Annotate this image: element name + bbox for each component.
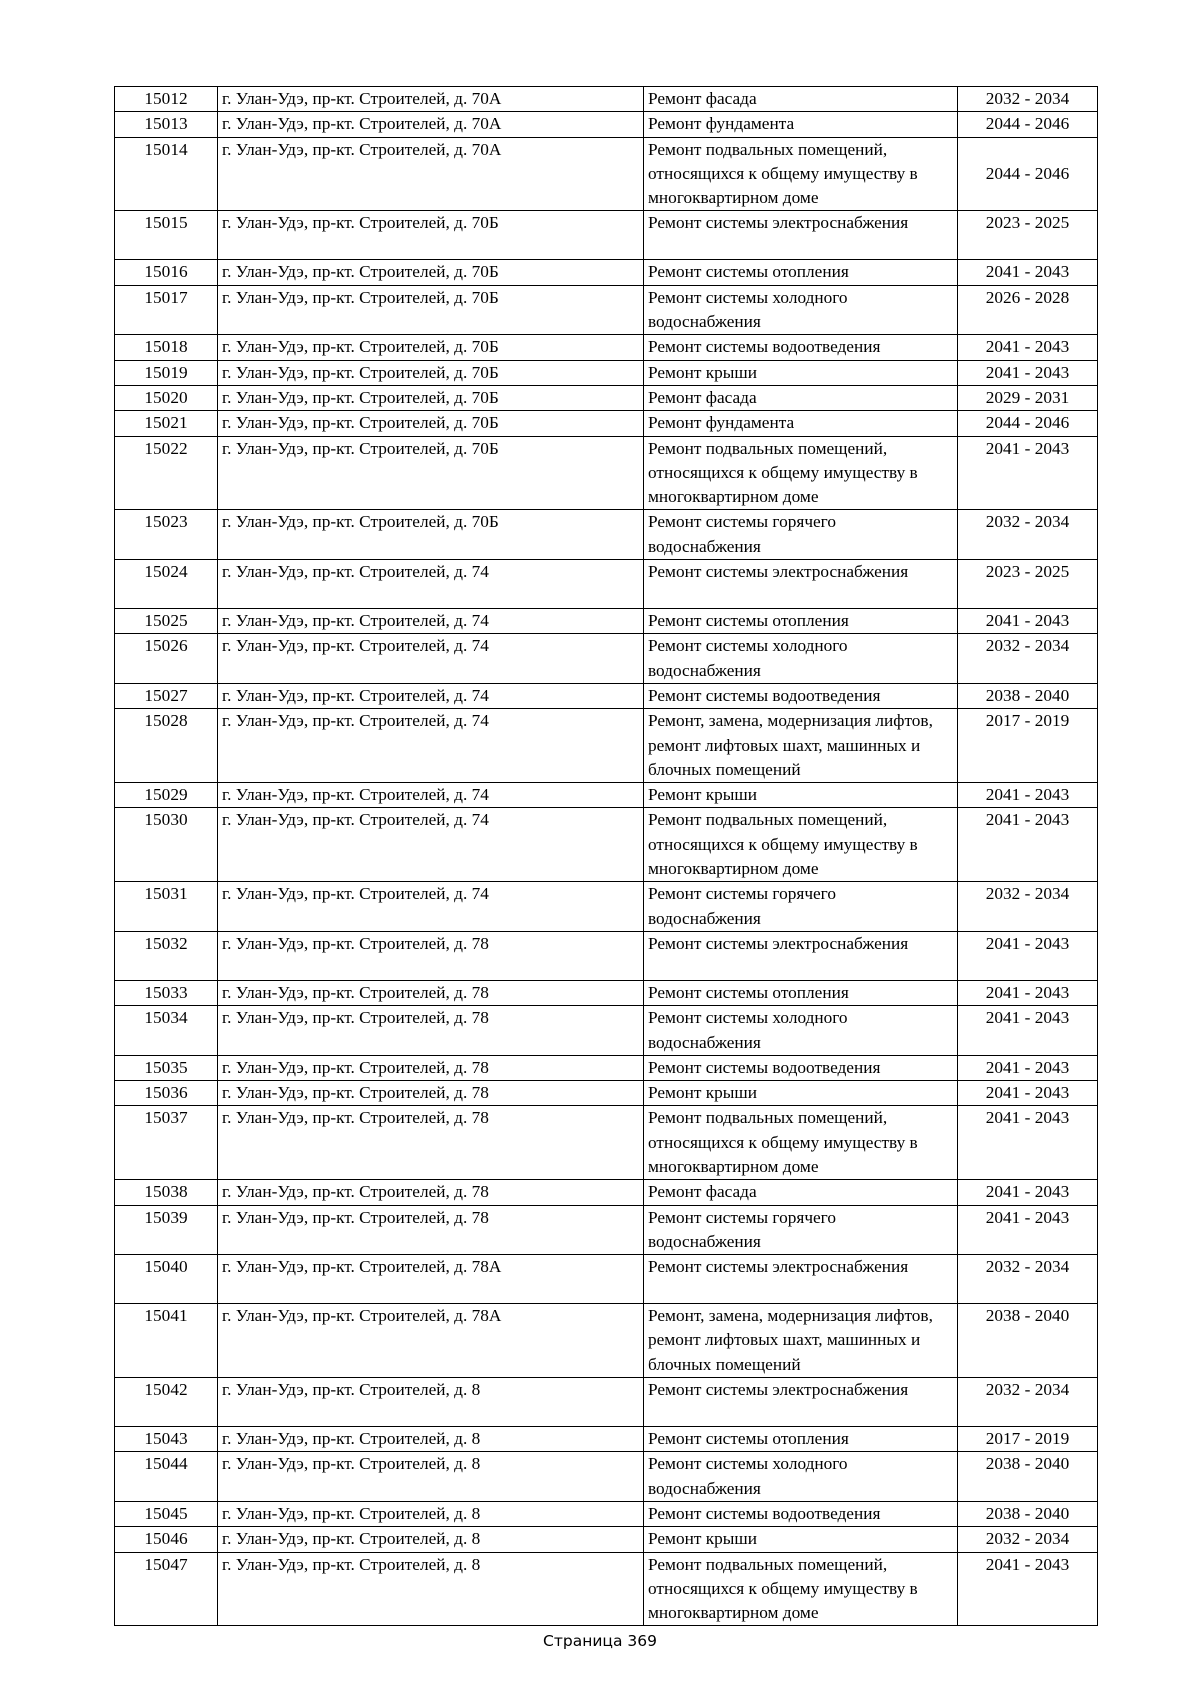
table-row [115, 137, 1098, 211]
table-row [115, 1552, 1098, 1626]
row-number-cell: 15033 [115, 980, 218, 1005]
row-number-cell: 15036 [115, 1081, 218, 1106]
work-type-cell: Ремонт крыши [644, 1081, 958, 1106]
address-cell: г. Улан-Удэ, пр-кт. Строителей, д. 70Б [218, 260, 644, 285]
row-number-cell: 15043 [115, 1427, 218, 1452]
page-number: Страница 369 [543, 1632, 657, 1650]
row-number-cell: 15015 [115, 211, 218, 260]
address-cell: г. Улан-Удэ, пр-кт. Строителей, д. 8 [218, 1452, 644, 1502]
row-number-cell: 15014 [115, 137, 218, 211]
period-cell: 2038 - 2040 [958, 1501, 1098, 1526]
period-cell: 2026 - 2028 [958, 285, 1098, 335]
work-type-cell: Ремонт, замена, модернизация лифтов, ремонт лифтовых шахт, машинных и блочных помещений [644, 1304, 958, 1378]
address-cell: г. Улан-Удэ, пр-кт. Строителей, д. 70Б [218, 360, 644, 385]
table-row [115, 411, 1098, 436]
period-cell: 2032 - 2034 [958, 1255, 1098, 1304]
table-row [115, 1255, 1098, 1304]
table-row [115, 385, 1098, 410]
work-type-cell: Ремонт крыши [644, 783, 958, 808]
table-row [115, 1180, 1098, 1205]
period-cell: 2041 - 2043 [958, 1055, 1098, 1080]
work-type-cell: Ремонт крыши [644, 1527, 958, 1552]
table-row [115, 436, 1098, 510]
table-row [115, 510, 1098, 560]
period-cell: 2029 - 2031 [958, 385, 1098, 410]
period-cell: 2041 - 2043 [958, 1081, 1098, 1106]
period-cell: 2041 - 2043 [958, 1552, 1098, 1626]
work-type-cell: Ремонт системы отопления [644, 980, 958, 1005]
row-number-cell: 15047 [115, 1552, 218, 1626]
address-cell: г. Улан-Удэ, пр-кт. Строителей, д. 74 [218, 808, 644, 882]
period-cell: 2032 - 2034 [958, 1527, 1098, 1552]
row-number-cell: 15034 [115, 1006, 218, 1056]
work-type-cell: Ремонт системы водоотведения [644, 1055, 958, 1080]
table-row [115, 783, 1098, 808]
row-number-cell: 15026 [115, 634, 218, 684]
work-type-cell: Ремонт, замена, модернизация лифтов, ремонт лифтовых шахт, машинных и блочных помещений [644, 709, 958, 783]
table-row [115, 1055, 1098, 1080]
address-cell: г. Улан-Удэ, пр-кт. Строителей, д. 74 [218, 609, 644, 634]
table-body [115, 87, 1098, 1626]
period-cell: 2041 - 2043 [958, 360, 1098, 385]
period-cell: 2041 - 2043 [958, 335, 1098, 360]
period-cell: 2041 - 2043 [958, 783, 1098, 808]
address-cell: г. Улан-Удэ, пр-кт. Строителей, д. 74 [218, 683, 644, 708]
period-cell: 2038 - 2040 [958, 1452, 1098, 1502]
address-cell: г. Улан-Удэ, пр-кт. Строителей, д. 74 [218, 783, 644, 808]
row-number-cell: 15038 [115, 1180, 218, 1205]
period-cell: 2041 - 2043 [958, 1180, 1098, 1205]
address-cell: г. Улан-Удэ, пр-кт. Строителей, д. 74 [218, 709, 644, 783]
address-cell: г. Улан-Удэ, пр-кт. Строителей, д. 70Б [218, 285, 644, 335]
address-cell: г. Улан-Удэ, пр-кт. Строителей, д. 70Б [218, 335, 644, 360]
work-type-cell: Ремонт подвальных помещений, относящихся к общему имуществу в многоквартирном доме [644, 137, 958, 211]
row-number-cell: 15028 [115, 709, 218, 783]
row-number-cell: 15020 [115, 385, 218, 410]
table-row [115, 683, 1098, 708]
period-cell: 2041 - 2043 [958, 808, 1098, 882]
period-cell: 2017 - 2019 [958, 709, 1098, 783]
table-row [115, 1452, 1098, 1502]
address-cell: г. Улан-Удэ, пр-кт. Строителей, д. 8 [218, 1427, 644, 1452]
row-number-cell: 15039 [115, 1205, 218, 1255]
address-cell: г. Улан-Удэ, пр-кт. Строителей, д. 74 [218, 560, 644, 609]
table-row [115, 1378, 1098, 1427]
work-type-cell: Ремонт системы холодного водоснабжения [644, 1452, 958, 1502]
table-row [115, 882, 1098, 932]
address-cell: г. Улан-Удэ, пр-кт. Строителей, д. 78 [218, 1106, 644, 1180]
row-number-cell: 15040 [115, 1255, 218, 1304]
address-cell: г. Улан-Удэ, пр-кт. Строителей, д. 8 [218, 1527, 644, 1552]
period-cell: 2032 - 2034 [958, 1378, 1098, 1427]
period-cell: 2032 - 2034 [958, 882, 1098, 932]
address-cell: г. Улан-Удэ, пр-кт. Строителей, д. 78 [218, 1180, 644, 1205]
table-row [115, 112, 1098, 137]
repair-schedule-table [114, 86, 1098, 1626]
work-type-cell: Ремонт системы водоотведения [644, 335, 958, 360]
row-number-cell: 15017 [115, 285, 218, 335]
table-row [115, 1527, 1098, 1552]
row-number-cell: 15018 [115, 335, 218, 360]
address-cell: г. Улан-Удэ, пр-кт. Строителей, д. 8 [218, 1552, 644, 1626]
work-type-cell: Ремонт подвальных помещений, относящихся к общему имуществу в многоквартирном доме [644, 808, 958, 882]
work-type-cell: Ремонт фасада [644, 87, 958, 112]
address-cell: г. Улан-Удэ, пр-кт. Строителей, д. 70А [218, 137, 644, 211]
row-number-cell: 15044 [115, 1452, 218, 1502]
table-row [115, 260, 1098, 285]
table-row [115, 980, 1098, 1005]
period-cell: 2041 - 2043 [958, 980, 1098, 1005]
address-cell: г. Улан-Удэ, пр-кт. Строителей, д. 70Б [218, 436, 644, 510]
address-cell: г. Улан-Удэ, пр-кт. Строителей, д. 78 [218, 1006, 644, 1056]
address-cell: г. Улан-Удэ, пр-кт. Строителей, д. 8 [218, 1501, 644, 1526]
row-number-cell: 15041 [115, 1304, 218, 1378]
work-type-cell: Ремонт системы водоотведения [644, 683, 958, 708]
table-row [115, 931, 1098, 980]
table-row [115, 285, 1098, 335]
row-number-cell: 15024 [115, 560, 218, 609]
row-number-cell: 15045 [115, 1501, 218, 1526]
work-type-cell: Ремонт системы отопления [644, 609, 958, 634]
work-type-cell: Ремонт крыши [644, 360, 958, 385]
period-cell: 2041 - 2043 [958, 1006, 1098, 1056]
table-row [115, 634, 1098, 684]
address-cell: г. Улан-Удэ, пр-кт. Строителей, д. 8 [218, 1378, 644, 1427]
work-type-cell: Ремонт системы электроснабжения [644, 1378, 958, 1427]
period-cell: 2041 - 2043 [958, 260, 1098, 285]
table-row [115, 609, 1098, 634]
work-type-cell: Ремонт системы электроснабжения [644, 211, 958, 260]
table-row [115, 1081, 1098, 1106]
row-number-cell: 15021 [115, 411, 218, 436]
table-row [115, 1501, 1098, 1526]
period-cell: 2032 - 2034 [958, 634, 1098, 684]
table-row [115, 709, 1098, 783]
period-cell: 2041 - 2043 [958, 436, 1098, 510]
period-cell: 2041 - 2043 [958, 931, 1098, 980]
table-row [115, 808, 1098, 882]
period-cell: 2038 - 2040 [958, 683, 1098, 708]
address-cell: г. Улан-Удэ, пр-кт. Строителей, д. 70А [218, 112, 644, 137]
period-cell: 2041 - 2043 [958, 1205, 1098, 1255]
row-number-cell: 15029 [115, 783, 218, 808]
work-type-cell: Ремонт системы водоотведения [644, 1501, 958, 1526]
period-cell: 2032 - 2034 [958, 510, 1098, 560]
row-number-cell: 15030 [115, 808, 218, 882]
work-type-cell: Ремонт системы отопления [644, 1427, 958, 1452]
work-type-cell: Ремонт подвальных помещений, относящихся к общему имуществу в многоквартирном доме [644, 1552, 958, 1626]
row-number-cell: 15016 [115, 260, 218, 285]
work-type-cell: Ремонт системы горячего водоснабжения [644, 1205, 958, 1255]
row-number-cell: 15037 [115, 1106, 218, 1180]
work-type-cell: Ремонт фасада [644, 1180, 958, 1205]
row-number-cell: 15027 [115, 683, 218, 708]
period-cell: 2041 - 2043 [958, 1106, 1098, 1180]
table-row [115, 1427, 1098, 1452]
table-row [115, 211, 1098, 260]
row-number-cell: 15013 [115, 112, 218, 137]
period-cell: 2023 - 2025 [958, 560, 1098, 609]
period-cell: 2044 - 2046 [958, 411, 1098, 436]
period-cell: 2041 - 2043 [958, 609, 1098, 634]
row-number-cell: 15032 [115, 931, 218, 980]
address-cell: г. Улан-Удэ, пр-кт. Строителей, д. 70Б [218, 211, 644, 260]
work-type-cell: Ремонт фундамента [644, 112, 958, 137]
table-row [115, 87, 1098, 112]
row-number-cell: 15042 [115, 1378, 218, 1427]
address-cell: г. Улан-Удэ, пр-кт. Строителей, д. 70А [218, 87, 644, 112]
row-number-cell: 15012 [115, 87, 218, 112]
address-cell: г. Улан-Удэ, пр-кт. Строителей, д. 78А [218, 1255, 644, 1304]
table-row [115, 1205, 1098, 1255]
address-cell: г. Улан-Удэ, пр-кт. Строителей, д. 74 [218, 634, 644, 684]
period-cell: 2017 - 2019 [958, 1427, 1098, 1452]
work-type-cell: Ремонт системы электроснабжения [644, 1255, 958, 1304]
work-type-cell: Ремонт подвальных помещений, относящихся к общему имуществу в многоквартирном доме [644, 436, 958, 510]
work-type-cell: Ремонт системы холодного водоснабжения [644, 634, 958, 684]
table-row [115, 560, 1098, 609]
table-row [115, 360, 1098, 385]
row-number-cell: 15025 [115, 609, 218, 634]
work-type-cell: Ремонт подвальных помещений, относящихся к общему имуществу в многоквартирном доме [644, 1106, 958, 1180]
address-cell: г. Улан-Удэ, пр-кт. Строителей, д. 70Б [218, 510, 644, 560]
work-type-cell: Ремонт системы отопления [644, 260, 958, 285]
work-type-cell: Ремонт системы холодного водоснабжения [644, 1006, 958, 1056]
address-cell: г. Улан-Удэ, пр-кт. Строителей, д. 78 [218, 1081, 644, 1106]
row-number-cell: 15023 [115, 510, 218, 560]
work-type-cell: Ремонт фундамента [644, 411, 958, 436]
period-cell: 2044 - 2046 [958, 112, 1098, 137]
address-cell: г. Улан-Удэ, пр-кт. Строителей, д. 78 [218, 980, 644, 1005]
table-row [115, 1304, 1098, 1378]
work-type-cell: Ремонт фасада [644, 385, 958, 410]
address-cell: г. Улан-Удэ, пр-кт. Строителей, д. 74 [218, 882, 644, 932]
work-type-cell: Ремонт системы холодного водоснабжения [644, 285, 958, 335]
table-row [115, 1006, 1098, 1056]
period-cell: 2023 - 2025 [958, 211, 1098, 260]
address-cell: г. Улан-Удэ, пр-кт. Строителей, д. 70Б [218, 411, 644, 436]
table-row [115, 1106, 1098, 1180]
address-cell: г. Улан-Удэ, пр-кт. Строителей, д. 78 [218, 931, 644, 980]
row-number-cell: 15046 [115, 1527, 218, 1552]
work-type-cell: Ремонт системы горячего водоснабжения [644, 510, 958, 560]
address-cell: г. Улан-Удэ, пр-кт. Строителей, д. 70Б [218, 385, 644, 410]
table-row [115, 335, 1098, 360]
period-cell: 2032 - 2034 [958, 87, 1098, 112]
period-cell: 2044 - 2046 [958, 137, 1098, 211]
row-number-cell: 15031 [115, 882, 218, 932]
work-type-cell: Ремонт системы электроснабжения [644, 931, 958, 980]
row-number-cell: 15022 [115, 436, 218, 510]
row-number-cell: 15035 [115, 1055, 218, 1080]
work-type-cell: Ремонт системы горячего водоснабжения [644, 882, 958, 932]
address-cell: г. Улан-Удэ, пр-кт. Строителей, д. 78 [218, 1205, 644, 1255]
row-number-cell: 15019 [115, 360, 218, 385]
address-cell: г. Улан-Удэ, пр-кт. Строителей, д. 78А [218, 1304, 644, 1378]
period-cell: 2038 - 2040 [958, 1304, 1098, 1378]
work-type-cell: Ремонт системы электроснабжения [644, 560, 958, 609]
address-cell: г. Улан-Удэ, пр-кт. Строителей, д. 78 [218, 1055, 644, 1080]
